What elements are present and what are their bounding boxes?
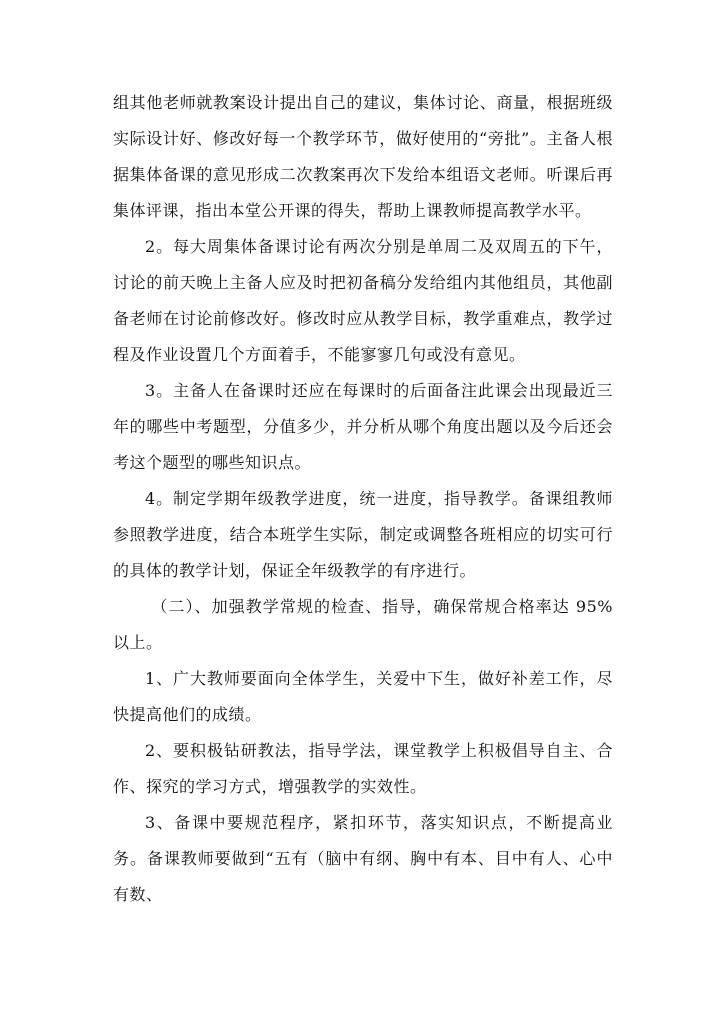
section-heading-2: （二）、加强教学常规的检查、指导，确保常规合格率达 95%以上。 xyxy=(113,597,613,652)
paragraph-point-2: 2、要积极钻研教法，指导学法，课堂教学上积极倡导自主、合作、探究的学习方式，增强教学的实效性。 xyxy=(113,741,613,796)
document-body xyxy=(113,85,613,913)
paragraph-item-4: 4。制定学期年级教学进度，统一进度，指导教学。备课组教师参照教学进度，结合本班学生实际，制定或调整各班相应的切实可行的具体的教学计划，保证全年级教学的有序进行。 xyxy=(113,489,613,580)
paragraph-point-3: 3、备课中要规范程序，紧扣环节，落实知识点，不断提高业务。备课教师要做到“五有（脑中有纲、胸中有本、目中有人、心中有数、 xyxy=(113,813,613,904)
paragraph-continuation: 组其他老师就教案设计提出自己的建议，集体讨论、商量，根据班级实际设计好、修改好每一个教学环节，做好使用的“旁批”。主备人根据集体备课的意见形成二次教案再次下发给本组语文老师。听课后再集体评课，指出本堂公开课的得失，帮助上课教师提高教学水平。 xyxy=(113,93,613,220)
paragraph-item-2: 2。每大周集体备课讨论有两次分别是单周二及双周五的下午，讨论的前天晚上主备人应及时把初备稿分发给组内其他组员，其他副备老师在讨论前修改好。修改时应从教学目标，教学重难点，教学过程及作业设置几个方面着手，不能寥寥几句或没有意见。 xyxy=(113,237,613,364)
paragraph-item-3: 3。主备人在备课时还应在每课时的后面备注此课会出现最近三年的哪些中考题型，分值多少，并分析从哪个角度出题以及今后还会考这个题型的哪些知识点。 xyxy=(113,381,613,472)
paragraph-point-1: 1、广大教师要面向全体学生，关爱中下生，做好补差工作，尽快提高他们的成绩。 xyxy=(113,669,613,724)
